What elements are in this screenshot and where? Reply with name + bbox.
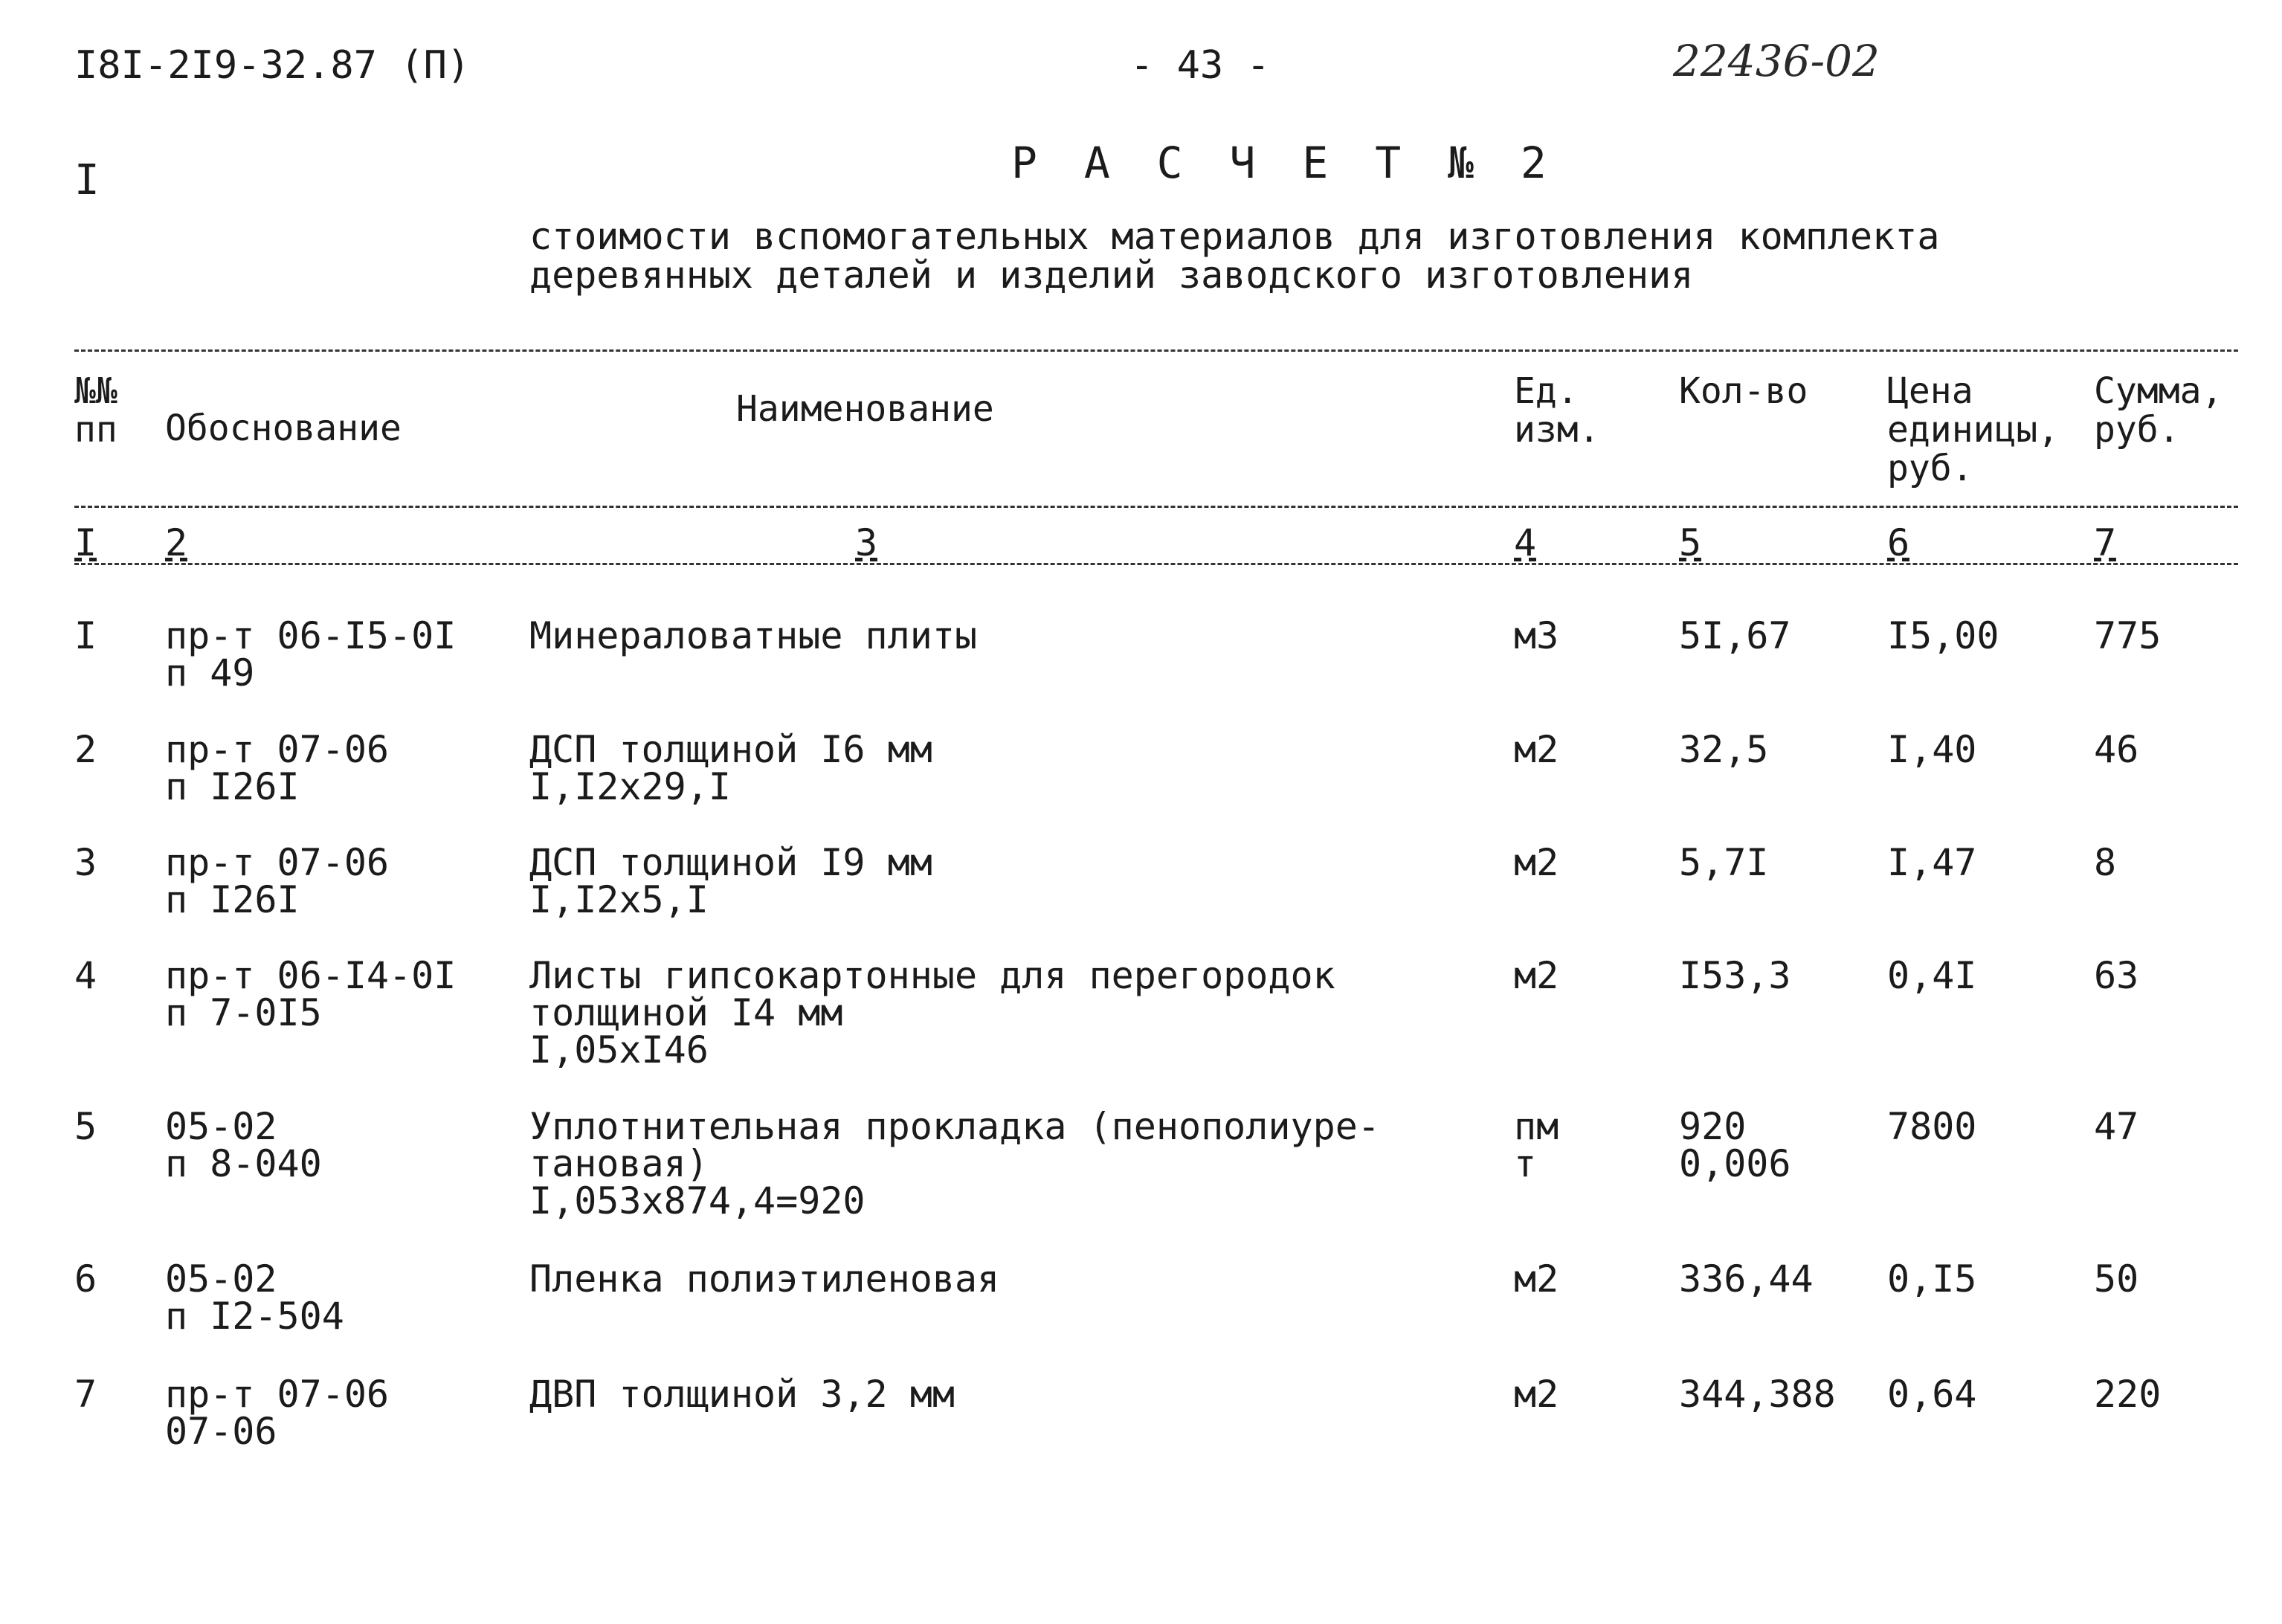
page-number: - 43 - xyxy=(1130,43,1270,88)
cell-unit: м2 xyxy=(1514,1373,1559,1416)
cell-name: Листы гипсокартонные для перегородок толщиной I4 мм I,05хI46 xyxy=(529,954,1335,1072)
cell-price: I5,00 xyxy=(1887,614,1999,657)
col-number-6: 6 xyxy=(1887,521,1910,564)
cell-sum: 63 xyxy=(2094,954,2139,997)
cell-basis: пр-т 07-06 п I26I xyxy=(165,728,390,808)
col-header-basis: Обоснование xyxy=(165,407,402,449)
cell-num: 6 xyxy=(74,1257,97,1301)
cell-name: Уплотнительная прокладка (пенополиуре- тановая) I,053х874,4=920 xyxy=(529,1105,1380,1222)
col-header-unit: Ед. изм. xyxy=(1514,370,1600,451)
cell-sum: 8 xyxy=(2094,841,2117,884)
cell-unit: м2 xyxy=(1514,728,1559,771)
col-number-1: I xyxy=(74,521,97,564)
col-header-qty: Кол-во xyxy=(1679,370,1808,412)
cell-unit: пм т xyxy=(1514,1105,1559,1185)
cell-name: ДВП толщиной 3,2 мм xyxy=(529,1373,955,1416)
cell-unit: м2 xyxy=(1514,1257,1559,1301)
cell-unit: м3 xyxy=(1514,614,1559,657)
cell-qty: 5I,67 xyxy=(1679,614,1791,657)
page-title: Р А С Ч Е Т № 2 xyxy=(1011,138,1557,188)
cell-price: 7800 xyxy=(1887,1105,1977,1148)
cell-basis: пр-т 06-I5-0I п 49 xyxy=(165,614,457,695)
cell-qty: 336,44 xyxy=(1679,1257,1814,1301)
cell-name: ДСП толщиной I9 мм I,I2х5,I xyxy=(529,841,932,921)
col-number-7: 7 xyxy=(2094,521,2117,564)
cell-num: 4 xyxy=(74,954,97,997)
cell-qty: I53,3 xyxy=(1679,954,1791,997)
col-header-name: Наименование xyxy=(736,388,994,430)
cell-name: ДСП толщиной I6 мм I,I2х29,I xyxy=(529,728,932,808)
col-number-3: 3 xyxy=(855,521,878,564)
cell-num: 3 xyxy=(74,841,97,884)
cell-sum: 220 xyxy=(2094,1373,2162,1416)
page-subtitle: стоимости вспомогательных материалов для изготовления комплекта деревянных деталей и изделий заводского изготовления xyxy=(529,215,1940,297)
cell-price: 0,64 xyxy=(1887,1373,1977,1416)
cell-price: 0,I5 xyxy=(1887,1257,1977,1301)
col-number-4: 4 xyxy=(1514,521,1537,564)
cell-sum: 50 xyxy=(2094,1257,2139,1301)
cell-name: Пленка полиэтиленовая xyxy=(529,1257,1000,1301)
handwritten-number: 22436-02 xyxy=(1673,36,1880,86)
cell-qty: 5,7I xyxy=(1679,841,1769,884)
cell-sum: 775 xyxy=(2094,614,2162,657)
cell-num: 7 xyxy=(74,1373,97,1416)
cell-qty: 920 0,006 xyxy=(1679,1105,1791,1185)
col-header-num: №№ пп xyxy=(74,370,117,451)
col-number-5: 5 xyxy=(1679,521,1702,564)
col-header-price: Цена единицы, руб. xyxy=(1887,370,2060,489)
cell-sum: 46 xyxy=(2094,728,2139,771)
cell-unit: м2 xyxy=(1514,954,1559,997)
cell-price: 0,4I xyxy=(1887,954,1977,997)
cell-basis: пр-т 06-I4-0I п 7-0I5 xyxy=(165,954,457,1034)
section-number: I xyxy=(74,156,100,204)
cell-num: I xyxy=(74,614,97,657)
col-header-sum: Сумма, руб. xyxy=(2094,370,2223,451)
cell-price: I,40 xyxy=(1887,728,1977,771)
cell-unit: м2 xyxy=(1514,841,1559,884)
cell-name: Минераловатные плиты xyxy=(529,614,978,657)
col-number-2: 2 xyxy=(165,521,188,564)
cell-price: I,47 xyxy=(1887,841,1977,884)
cell-sum: 47 xyxy=(2094,1105,2139,1148)
cell-basis: 05-02 п 8-040 xyxy=(165,1105,322,1185)
cell-basis: 05-02 п I2-504 xyxy=(165,1257,344,1338)
cell-basis: пр-т 07-06 07-06 xyxy=(165,1373,390,1453)
cell-basis: пр-т 07-06 п I26I xyxy=(165,841,390,921)
document-code: I8I-2I9-32.87 (П) xyxy=(74,43,471,88)
cell-qty: 32,5 xyxy=(1679,728,1769,771)
cell-num: 5 xyxy=(74,1105,97,1148)
cell-num: 2 xyxy=(74,728,97,771)
cell-qty: 344,388 xyxy=(1679,1373,1836,1416)
